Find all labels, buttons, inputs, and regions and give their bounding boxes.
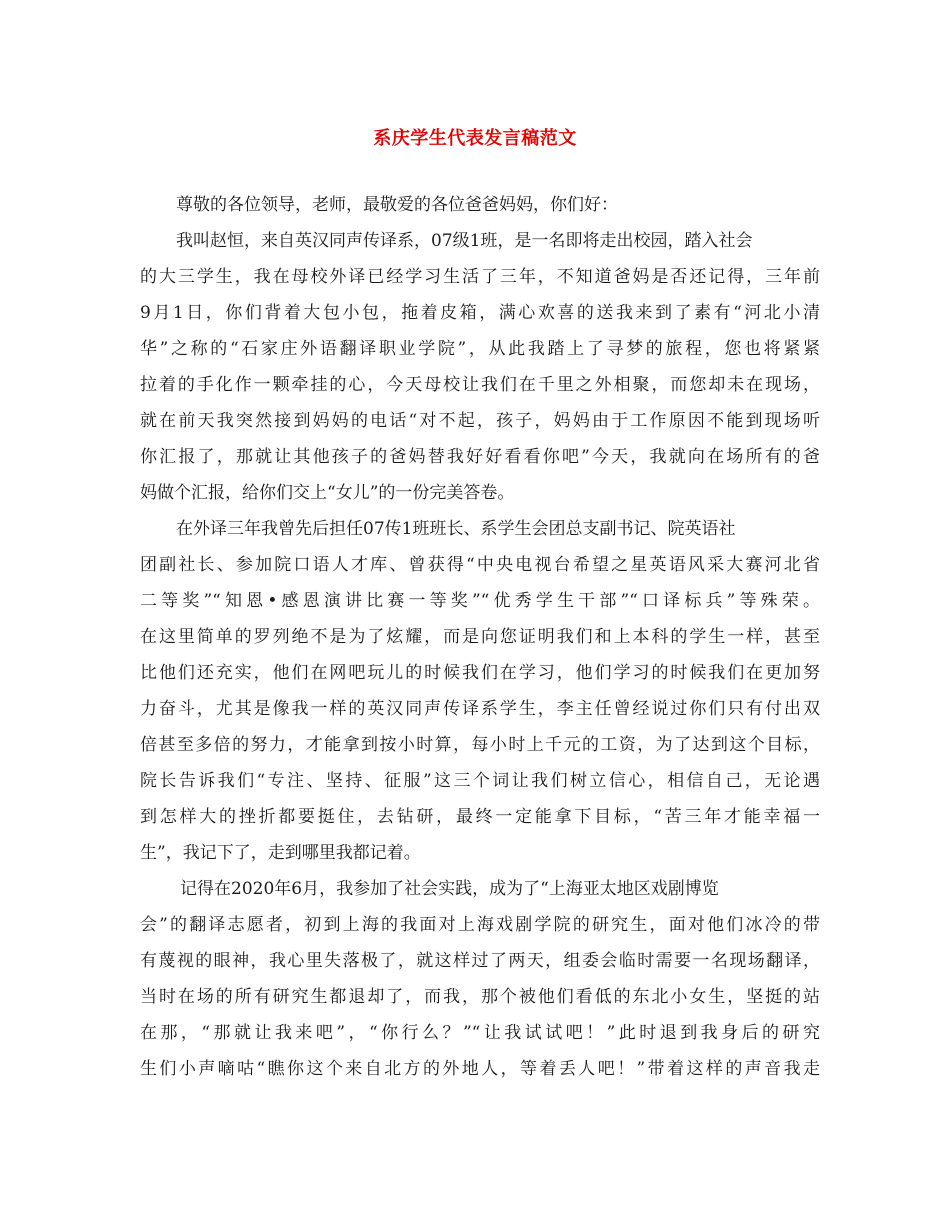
paragraph-line: 有蔑视的眼神，我心里失落极了，就这样过了两天，组委会临时需要一名现场翻译， bbox=[140, 951, 820, 971]
paragraph-line: 妈做个汇报，给你们交上“女儿”的一份完美答卷。 bbox=[140, 483, 515, 503]
paragraph-line: 团副社长、参加院口语人才库、曾获得“中央电视台希望之星英语风采大赛河北省 bbox=[140, 555, 820, 575]
paragraph-line: 生们小声嘀咕“瞧你这个来自北方的外地人，等着丢人吧！”带着这样的声音我走 bbox=[140, 1059, 820, 1079]
paragraph-line: 在那，“那就让我来吧”，“你行么？”“让我试试吧！”此时退到我身后的研究 bbox=[140, 1023, 820, 1043]
paragraph-line: 倍甚至多倍的努力，才能拿到按小时算，每小时上千元的工资，为了达到这个目标， bbox=[140, 735, 820, 755]
paragraph-line: 当时在场的所有研究生都退却了，而我，那个被他们看低的东北小女生，坚挺的站 bbox=[140, 987, 820, 1007]
paragraph-line: 的大三学生，我在母校外译已经学习生活了三年，不知道爸妈是否还记得，三年前 bbox=[140, 267, 820, 287]
paragraph-line: 会”的翻译志愿者，初到上海的我面对上海戏剧学院的研究生，面对他们冰冷的带 bbox=[140, 915, 820, 935]
paragraph-line: 记得在2020年6月，我参加了社会实践，成为了“上海亚太地区戏剧博览 bbox=[180, 879, 719, 899]
paragraph-line: 生”，我记下了，走到哪里我都记着。 bbox=[140, 843, 421, 863]
paragraph-line: 华”之称的“石家庄外语翻译职业学院”，从此我踏上了寻梦的旅程，您也将紧紧 bbox=[140, 339, 820, 359]
paragraph-line: 我叫赵恒，来自英汉同声传译系，07级1班，是一名即将走出校园，踏入社会 bbox=[176, 231, 753, 251]
paragraph-line: 9月1日，你们背着大包小包，拖着皮箱，满心欢喜的送我来到了素有“河北小清 bbox=[140, 303, 820, 323]
paragraph-line: 二等奖”“知恩•感恩演讲比赛一等奖”“优秀学生干部”“口译标兵”等殊荣。 bbox=[140, 591, 820, 611]
paragraph-line: 在外译三年我曾先后担任07传1班班长、系学生会团总支副书记、院英语社 bbox=[176, 519, 736, 539]
paragraph-line: 到怎样大的挫折都要挺住，去钻研，最终一定能拿下目标，“苦三年才能幸福一 bbox=[140, 807, 820, 827]
document-title: 系庆学生代表发言稿范文 bbox=[373, 128, 577, 149]
paragraph-line: 你汇报了，那就让其他孩子的爸妈替我好好看看你吧”今天，我就向在场所有的爸 bbox=[140, 447, 820, 467]
paragraph-line: 力奋斗，尤其是像我一样的英汉同声传译系学生，李主任曾经说过你们只有付出双 bbox=[140, 699, 820, 719]
paragraph-line: 尊敬的各位领导，老师，最敬爱的各位爸爸妈妈，你们好： bbox=[176, 195, 618, 215]
paragraph-line: 就在前天我突然接到妈妈的电话“对不起，孩子，妈妈由于工作原因不能到现场听 bbox=[140, 411, 820, 431]
paragraph-line: 拉着的手化作一颗牵挂的心，今天母校让我们在千里之外相聚，而您却未在现场， bbox=[140, 375, 820, 395]
paragraph-line: 比他们还充实，他们在网吧玩儿的时候我们在学习，他们学习的时候我们在更加努 bbox=[140, 663, 820, 683]
paragraph-line: 在这里简单的罗列绝不是为了炫耀，而是向您证明我们和上本科的学生一样，甚至 bbox=[140, 627, 820, 647]
paragraph-line: 院长告诉我们“专注、坚持、征服”这三个词让我们树立信心，相信自己，无论遇 bbox=[140, 771, 820, 791]
